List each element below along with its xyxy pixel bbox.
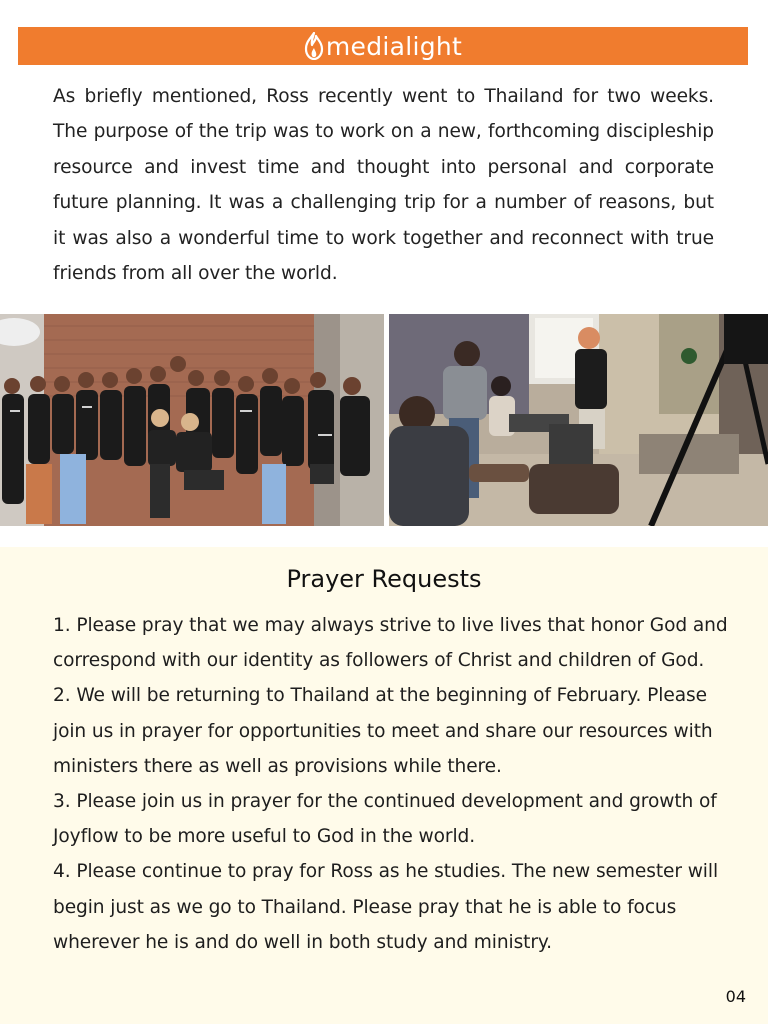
prayer-request-item: 2. We will be returning to Thailand at the beginning of February. Please join us in prayer for opportunities to meet and share our resources with ministers there as well as provisions while there. <box>53 685 713 777</box>
brand-logo <box>304 32 462 61</box>
brand-banner <box>18 27 748 65</box>
brand-name: medialight <box>325 31 463 61</box>
group-photo <box>0 314 384 526</box>
section-title: Prayer Requests <box>286 565 482 593</box>
prayer-requests-section <box>0 547 768 1024</box>
prayer-request-item: 4. Please continue to pray for Ross as he studies. The new semester will begin just as we go to Thailand. Please pray that he is able to focus wherever he is and do well in both study and ministry. <box>53 861 719 953</box>
prayer-request-item: 1. Please pray that we may always strive to live lives that honor God and correspond with our identity as followers of Christ and children of God. <box>53 615 728 672</box>
prayer-request-list <box>53 608 733 960</box>
team-working-photo <box>389 314 768 526</box>
flame-icon <box>304 32 324 60</box>
intro-paragraph: As briefly mentioned, Ross recently went to Thailand for two weeks. The purpose of the trip was to work on a new, forthcoming discipleship resource and invest time and thought into personal and corporate future planning. It was a challenging trip for a number of reasons, but it was also a wonderful time to work together and reconnect with true friends from all over the world. <box>53 86 714 285</box>
page-number: 04 <box>725 987 746 1006</box>
prayer-request-item: 3. Please join us in prayer for the continued development and growth of Joyflow to be more useful to God in the world. <box>53 791 717 848</box>
